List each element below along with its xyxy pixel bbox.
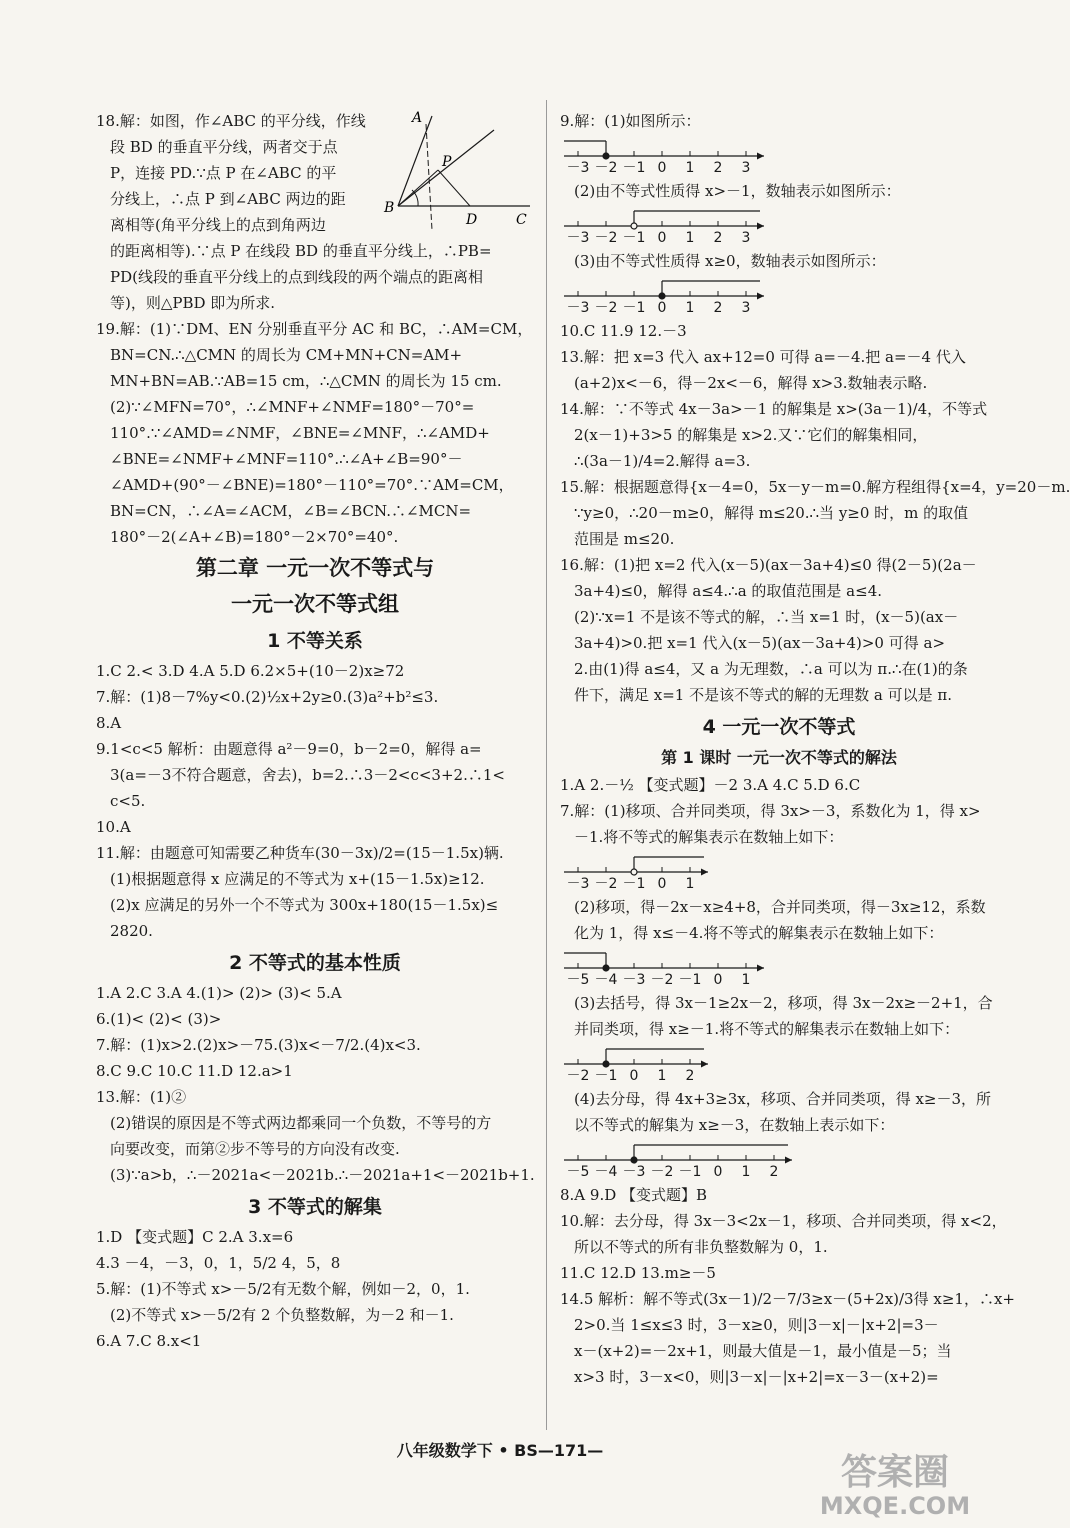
perpendicular-bisector xyxy=(426,124,432,230)
section-title: 1 不等关系 xyxy=(267,630,363,652)
answer-line: 8.C 9.C 10.C 11.D 12.a>1 xyxy=(96,1062,293,1080)
answer-19-line: ∠BNE=∠NMF+∠MNF=110°.∴∠A+∠B=90°－ xyxy=(110,450,463,468)
answer-19-line: 180°－2(∠A+∠B)=180°－2×70°=40°. xyxy=(110,528,399,546)
answer-line: 3a+4)≤0，解得 a≤4.∴a 的取值范围是 a≤4. xyxy=(574,582,882,600)
answer-19-line: MN+BN=AB.∵AB=15 cm，∴△CMN 的周长为 15 cm. xyxy=(110,372,502,390)
answer-line: (1)根据题意得 x 应满足的不等式为 x+(15－1.5x)≥12. xyxy=(110,870,485,888)
answer-line: ∵y≥0，∴20－m≥0，解得 m≤20.∴当 y≥0 时，m 的取值 xyxy=(574,504,969,522)
tick-label: 2 xyxy=(713,160,723,176)
answer-line: (4)去分母，得 4x+3≥3x，移项、合并同类项，得 x≥－3，所 xyxy=(574,1090,992,1108)
tick-label: －1 xyxy=(622,876,646,892)
tick-label: 2 xyxy=(685,1068,695,1084)
answer-line: 并同类项，得 x≥－1.将不等式的解集表示在数轴上如下： xyxy=(574,1020,960,1038)
answer-18-line: 离相等(角平分线上的点到角两边 xyxy=(110,216,326,234)
answer-line: 2.由(1)得 a≤4，又 a 为无理数，∴a 可以为 π.∴在(1)的条 xyxy=(574,660,968,678)
answer-line: c<5. xyxy=(110,792,146,810)
answer-line: 以不等式的解集为 x≥－3，在数轴上表示如下： xyxy=(574,1116,895,1134)
answer-18-line: 分线上，∴点 P 到∠ABC 两边的距 xyxy=(110,190,346,208)
closed-point xyxy=(631,1157,637,1163)
tick-label: －2 xyxy=(594,230,618,246)
tick-label: 3 xyxy=(741,300,751,316)
angle-bisector-figure xyxy=(384,108,534,234)
tick-label: 2 xyxy=(769,1164,779,1180)
tick-label: －5 xyxy=(566,972,590,988)
answer-line: 5.解：(1)不等式 x>－5/2有无数个解，例如－2，0，1. xyxy=(96,1280,470,1298)
tick-label: －2 xyxy=(594,160,618,176)
tick-label: －2 xyxy=(650,1164,674,1180)
answer-line: 所以不等式的所有非负整数解为 0，1. xyxy=(574,1238,828,1256)
tick-label: 0 xyxy=(657,876,667,892)
number-line xyxy=(560,276,790,314)
answer-line: 11.解：由题意可知需要乙种货车(30－3x)/2=(15－1.5x)辆. xyxy=(96,844,504,862)
tick-label: 0 xyxy=(657,160,667,176)
answer-line: (3)∵a>b，∴－2021a<－2021b.∴－2021a+1<－2021b+1. xyxy=(110,1166,535,1184)
answer-18-line: 18.解：如图，作∠ABC 的平分线，作线 xyxy=(96,112,366,130)
answer-line: (2)不等式 x>－5/2有 2 个负整数解，为－2 和－1. xyxy=(110,1306,454,1324)
answer-line: 1.A 2.－½ 【变式题】－2 3.A 4.C 5.D 6.C xyxy=(560,776,861,794)
answer-line: 向要改变，而第②步不等号的方向没有改变. xyxy=(110,1140,400,1158)
tick-label: －3 xyxy=(566,160,590,176)
page-footer: 八年级数学下 • BS—171— xyxy=(396,1441,604,1460)
answer-line: (2)错误的原因是不等式两边都乘同一个负数，不等号的方 xyxy=(110,1114,492,1132)
answer-line: 14.5 解析：解不等式(3x－1)/2－7/3≥x－(5+2x)/3得 x≥1，∴x+ xyxy=(560,1290,1015,1308)
tick-label: 0 xyxy=(657,300,667,316)
tick-label: 0 xyxy=(713,1164,723,1180)
tick-label: 1 xyxy=(685,230,695,246)
answer-line: x>3 时，3－x<0，则|3－x|－|x+2|=x－3－(x+2)= xyxy=(574,1368,939,1386)
tick-label: 1 xyxy=(685,160,695,176)
tick-label: 1 xyxy=(685,876,695,892)
tick-label: －3 xyxy=(566,230,590,246)
answer-line: (2)x 应满足的另外一个不等式为 300x+180(15－1.5x)≤ xyxy=(110,896,499,914)
watermark-bottom-text: MXQE.COM xyxy=(819,1492,971,1520)
answer-line: 9.1<c<5 解析：由题意得 a²－9=0，b－2=0，解得 a= xyxy=(96,740,482,758)
answer-line: 8.A xyxy=(96,714,122,732)
answer-line: －1.将不等式的解集表示在数轴上如下： xyxy=(574,828,844,846)
answer-18-line: P，连接 PD.∵点 P 在∠ABC 的平 xyxy=(110,164,337,182)
closed-point xyxy=(659,293,665,299)
label-p: P xyxy=(442,154,452,170)
answer-line: 14.解：∵不等式 4x－3a>－1 的解集是 x>(3a－1)/4，不等式 xyxy=(560,400,988,418)
answer-19-line: BN=CN，∴∠A=∠ACM，∠B=∠BCN.∴∠MCN= xyxy=(110,502,472,520)
axis-arrow-icon xyxy=(785,1157,792,1164)
answer-line: 化为 1，得 x≤－4.将不等式的解集表示在数轴上如下： xyxy=(574,924,944,942)
answer-line: 13.解：把 x=3 代入 ax+12=0 可得 a=－4.把 a=－4 代入 xyxy=(560,348,966,366)
axis-arrow-icon xyxy=(757,153,764,160)
answer-line: (2)移项，得－2x－x≥4+8，合并同类项，得－3x≥12，系数 xyxy=(574,898,986,916)
tick-label: 1 xyxy=(657,1068,667,1084)
closed-point xyxy=(603,1061,609,1067)
tick-label: 0 xyxy=(657,230,667,246)
chapter-title: 第二章 一元一次不等式与 xyxy=(195,556,435,580)
axis-arrow-icon xyxy=(701,869,708,876)
answer-line: 13.解：(1)② xyxy=(96,1088,187,1106)
answer-19-line: BN=CN.∴△CMN 的周长为 CM+MN+CN=AM+ xyxy=(110,346,463,364)
answer-18-line: PD(线段的垂直平分线上的点到线段的两个端点的距离相 xyxy=(110,268,483,286)
tick-label: 0 xyxy=(713,972,723,988)
left-column xyxy=(96,108,534,1354)
open-point xyxy=(631,223,637,229)
answer-line: x－(x+2)=－2x+1，则最大值是－1，最小值是－5；当 xyxy=(574,1342,952,1360)
answer-19-line: 19.解：(1)∵DM、EN 分别垂直平分 AC 和 BC，∴AM=CM， xyxy=(96,320,533,338)
answer-line: 1.C 2.< 3.D 4.A 5.D 6.2×5+(10－2)x≥72 xyxy=(96,662,405,680)
answer-line: 1.D 【变式题】C 2.A 3.x=6 xyxy=(96,1228,294,1246)
axis-arrow-icon xyxy=(757,965,764,972)
tick-label: －1 xyxy=(622,300,646,316)
lesson-title: 第 1 课时 一元一次不等式的解法 xyxy=(661,748,897,767)
tick-label: －1 xyxy=(622,230,646,246)
tick-label: 0 xyxy=(629,1068,639,1084)
number-line xyxy=(560,136,790,174)
answer-line: (a+2)x<－6，得－2x<－6，解得 x>3.数轴表示略. xyxy=(574,374,928,392)
answer-9-line: (3)由不等式性质得 x≥0，数轴表示如图所示： xyxy=(574,252,886,270)
answer-line: (3)去括号，得 3x－1≥2x－2，移项，得 3x－2x≥－2+1，合 xyxy=(574,994,993,1012)
tick-label: 3 xyxy=(741,160,751,176)
answer-line: 3(a=－3不符合题意，舍去)，b=2.∴3－2<c<3+2.∴1< xyxy=(110,766,505,784)
answer-line: 10.解：去分母，得 3x－3<2x－1，移项、合并同类项，得 x<2， xyxy=(560,1212,1007,1230)
section-title: 2 不等式的基本性质 xyxy=(229,952,401,974)
answer-line: 2>0.当 1≤x≤3 时，3－x≥0，则|3－x|－|x+2|=3－ xyxy=(574,1316,939,1334)
tick-label: －1 xyxy=(622,160,646,176)
section-title: 4 一元一次不等式 xyxy=(702,716,856,738)
watermark-logo xyxy=(800,1444,990,1522)
tick-label: －3 xyxy=(566,876,590,892)
tick-label: 2 xyxy=(713,300,723,316)
answer-line: 6.A 7.C 8.x<1 xyxy=(96,1332,202,1350)
tick-label: －3 xyxy=(622,972,646,988)
tick-label: －2 xyxy=(594,876,618,892)
number-line xyxy=(560,1044,790,1082)
label-b: B xyxy=(384,200,395,216)
answer-line: ∴(3a－1)/4=2.解得 a=3. xyxy=(574,452,751,470)
answer-line: 8.A 9.D 【变式题】B xyxy=(560,1186,708,1204)
closed-point xyxy=(603,153,609,159)
tick-label: －2 xyxy=(566,1068,590,1084)
tick-label: －2 xyxy=(650,972,674,988)
axis-arrow-icon xyxy=(757,223,764,230)
label-c: C xyxy=(516,212,527,228)
axis-arrow-icon xyxy=(757,293,764,300)
tick-label: －4 xyxy=(594,972,618,988)
answer-19-line: 110°.∵∠AMD=∠NMF，∠BNE=∠MNF，∴∠AMD+ xyxy=(110,424,490,442)
chapter-title: 一元一次不等式组 xyxy=(231,592,399,616)
tick-label: －4 xyxy=(594,1164,618,1180)
right-column xyxy=(560,108,1070,1390)
answer-line: 2(x－1)+3>5 的解集是 x>2.又∵它们的解集相同， xyxy=(574,426,928,444)
answer-line: 件下，满足 x=1 不是该不等式的解的无理数 a 可以是 π. xyxy=(574,686,952,704)
answer-line: 16.解：(1)把 x=2 代入(x－5)(ax－3a+4)≤0 得(2－5)(2a－ xyxy=(560,556,977,574)
tick-label: 1 xyxy=(741,1164,751,1180)
answer-19-line: (2)∵∠MFN=70°，∴∠MNF+∠NMF=180°－70°= xyxy=(110,398,475,416)
watermark-top-text: 答案圈 xyxy=(840,1452,950,1493)
tick-label: －1 xyxy=(678,972,702,988)
answer-line: 10.A xyxy=(96,818,131,836)
tick-label: 2 xyxy=(713,230,723,246)
tick-label: －3 xyxy=(622,1164,646,1180)
answer-18-line: 的距离相等).∵点 P 在线段 BD 的垂直平分线上，∴PB= xyxy=(110,242,492,260)
section-title: 3 不等式的解集 xyxy=(248,1196,382,1218)
answer-9-line: (2)由不等式性质得 x>－1，数轴表示如图所示： xyxy=(574,182,901,200)
label-d: D xyxy=(466,212,478,228)
answer-line: 7.解：(1)8－7%y<0.(2)½x+2y≥0.(3)a²+b²≤3. xyxy=(96,688,439,706)
tick-label: －5 xyxy=(566,1164,590,1180)
answer-19-line: ∠AMD+(90°－∠BNE)=180°－110°=70°.∵AM=CM， xyxy=(110,476,514,494)
answer-18-line: 段 BD 的垂直平分线，两者交于点 xyxy=(110,138,338,156)
answer-line: 15.解：根据题意得{x－4=0，5x－y－m=0.解方程组得{x=4，y=20－m. xyxy=(560,478,1070,496)
tick-label: －1 xyxy=(678,1164,702,1180)
label-a: A xyxy=(412,110,423,126)
closed-point xyxy=(603,965,609,971)
tick-label: 3 xyxy=(741,230,751,246)
tick-label: －2 xyxy=(594,300,618,316)
open-point xyxy=(631,869,637,875)
answer-line: 4.3 －4，－3，0，1，5/2 4，5，8 xyxy=(96,1254,341,1272)
tick-label: －3 xyxy=(566,300,590,316)
answer-line: 范围是 m≤20. xyxy=(574,530,675,548)
answer-line: 7.解：(1)移项、合并同类项，得 3x>－3，系数化为 1，得 x> xyxy=(560,802,981,820)
answer-line: 11.C 12.D 13.m≥－5 xyxy=(560,1264,716,1282)
tick-label: 1 xyxy=(741,972,751,988)
answer-line: 6.(1)< (2)< (3)> xyxy=(96,1010,222,1028)
number-line xyxy=(560,206,790,244)
segment-pd xyxy=(438,170,470,206)
column-divider xyxy=(546,100,547,1430)
answer-line: 10.C 11.9 12.－3 xyxy=(560,322,687,340)
answer-line: (2)∵x=1 不是该不等式的解，∴当 x=1 时，(x－5)(ax－ xyxy=(574,608,959,626)
answer-line: 2820. xyxy=(110,922,153,940)
tick-label: －1 xyxy=(594,1068,618,1084)
answer-18-line: 等)，则△PBD 即为所求. xyxy=(110,294,276,312)
answer-line: 3a+4)>0.把 x=1 代入(x－5)(ax－3a+4)>0 可得 a> xyxy=(574,634,946,652)
answer-9-line: 9.解：(1)如图所示： xyxy=(560,112,701,130)
number-line xyxy=(560,1140,790,1178)
answer-line: 7.解：(1)x>2.(2)x>－75.(3)x<－7/2.(4)x<3. xyxy=(96,1036,421,1054)
answer-line: 1.A 2.C 3.A 4.(1)> (2)> (3)< 5.A xyxy=(96,984,342,1002)
tick-label: 1 xyxy=(685,300,695,316)
number-line xyxy=(560,948,790,986)
number-line xyxy=(560,852,790,890)
axis-arrow-icon xyxy=(701,1061,708,1068)
